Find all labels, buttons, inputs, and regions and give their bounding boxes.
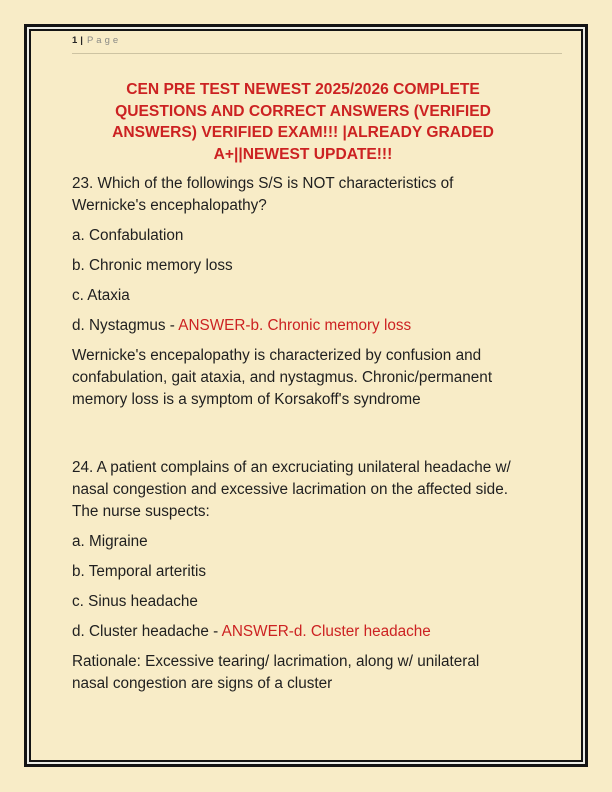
question-23-option-b: b. Chronic memory loss (72, 257, 233, 274)
document-title-line-3: ANSWERS) VERIFIED EXAM!!! |ALREADY GRADED (112, 124, 494, 141)
document-title-line-2: QUESTIONS AND CORRECT ANSWERS (VERIFIED (115, 102, 491, 120)
question-24-text: 24. A patient complains of an excruciating unilateral headache w/ nasal congestion and excessive lacrimation on the affected side. The nurse suspects: (72, 459, 511, 520)
question-block-24 (72, 457, 518, 695)
page-header (72, 33, 562, 54)
page-border-outer (24, 24, 588, 767)
question-23-option-c: c. Ataxia (72, 287, 130, 304)
page-number: 1 (72, 35, 78, 46)
document-title (78, 79, 528, 165)
question-23-rationale: Wernicke's encepalopathy is characterized by confusion and confabulation, gait ataxia, and nystagmus. Chronic/permanent memory loss is a symptom of Korsakoff's syndrome (72, 347, 493, 408)
document-title-line-4: A+||NEWEST UPDATE!!! (213, 145, 393, 163)
question-23-option-d: d. Nystagmus - (72, 317, 179, 334)
question-24-rationale: Rationale: Excessive tearing/ lacrimation, along w/ unilateral nasal congestion are signs of a cluster (72, 653, 480, 692)
question-23-option-d-answer-line (72, 315, 518, 337)
question-24-answer: ANSWER-d. Cluster headache (221, 623, 431, 640)
question-24-option-a: a. Migraine (72, 533, 148, 550)
question-23-answer: ANSWER-b. Chronic memory loss (178, 317, 412, 334)
question-24-option-d-answer-line (72, 621, 518, 643)
question-24-option-b: b. Temporal arteritis (72, 563, 207, 580)
question-23-option-a: a. Confabulation (72, 227, 184, 244)
question-24-option-d: d. Cluster headache - (72, 623, 222, 640)
page-label: Page (86, 35, 122, 46)
question-block-23 (72, 173, 518, 411)
document-title-line-1: CEN PRE TEST NEWEST 2025/2026 COMPLETE (126, 81, 480, 98)
question-23-text: 23. Which of the followings S/S is NOT characteristics of Wernicke's encephalopathy? (72, 175, 454, 214)
page-border-inner (29, 29, 583, 762)
question-24-option-c: c. Sinus headache (72, 593, 198, 610)
page-number-separator: | (80, 35, 83, 46)
